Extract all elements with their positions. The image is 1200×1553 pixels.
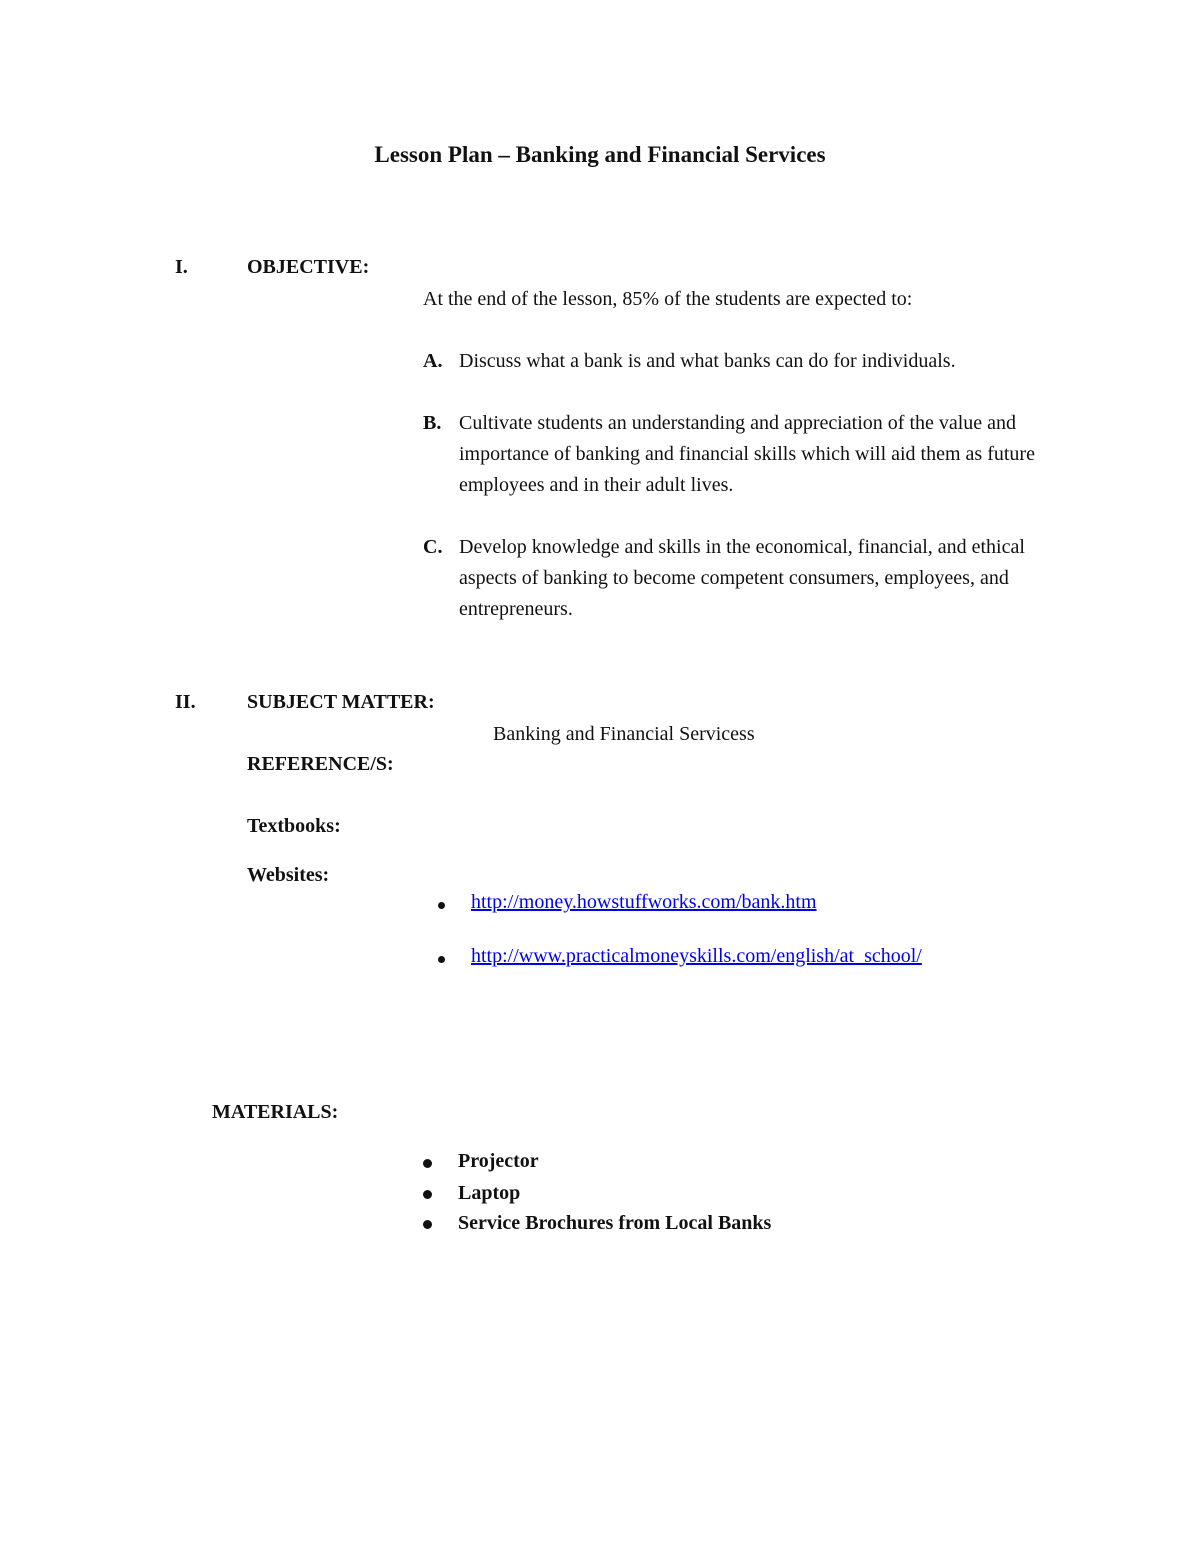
references-heading: REFERENCE/S:	[247, 753, 394, 775]
bullet-icon	[423, 1220, 432, 1229]
materials-heading: MATERIALS:	[212, 1101, 339, 1123]
page-title: Lesson Plan – Banking and Financial Services	[374, 142, 826, 167]
objective-item-text: Develop knowledge and skills in the economical, financial, and ethical aspects of banking to become competent consumers, employees, and entrepreneurs.	[459, 536, 1025, 620]
section-numeral-objective: I.	[175, 256, 188, 278]
bullet-icon	[423, 1190, 432, 1199]
subject-matter-value: Banking and Financial Servicess	[493, 723, 755, 745]
objective-item-letter: C.	[423, 536, 443, 558]
bullet-icon	[438, 902, 445, 909]
bullet-icon	[438, 956, 445, 963]
material-item-laptop: Laptop	[458, 1182, 521, 1204]
material-item-projector: Projector	[458, 1150, 539, 1172]
material-item-brochures: Service Brochures from Local Banks	[458, 1212, 772, 1234]
website-link-practicalmoneyskills[interactable]: http://www.practicalmoneyskills.com/english/at_school/	[471, 945, 922, 967]
section-numeral-subject: II.	[175, 691, 196, 713]
objective-intro: At the end of the lesson, 85% of the students are expected to:	[423, 288, 913, 310]
subject-matter-heading: SUBJECT MATTER:	[247, 691, 435, 713]
objective-item-c	[423, 532, 1063, 625]
objective-item-letter: A.	[423, 350, 443, 372]
objective-item-text: Discuss what a bank is and what banks can do for individuals.	[459, 350, 956, 372]
textbooks-heading: Textbooks:	[247, 815, 341, 837]
objective-item-b	[423, 408, 1063, 501]
bullet-icon	[423, 1159, 432, 1168]
objective-item-a	[423, 346, 1083, 377]
objective-item-text: Cultivate students an understanding and appreciation of the value and importance of banking and financial skills which will aid them as future employees and in their adult lives.	[459, 412, 1035, 496]
website-link-howstuffworks[interactable]: http://money.howstuffworks.com/bank.htm	[471, 891, 817, 913]
objective-item-letter: B.	[423, 412, 442, 434]
objective-heading: OBJECTIVE:	[247, 256, 370, 278]
websites-heading: Websites:	[247, 864, 330, 886]
